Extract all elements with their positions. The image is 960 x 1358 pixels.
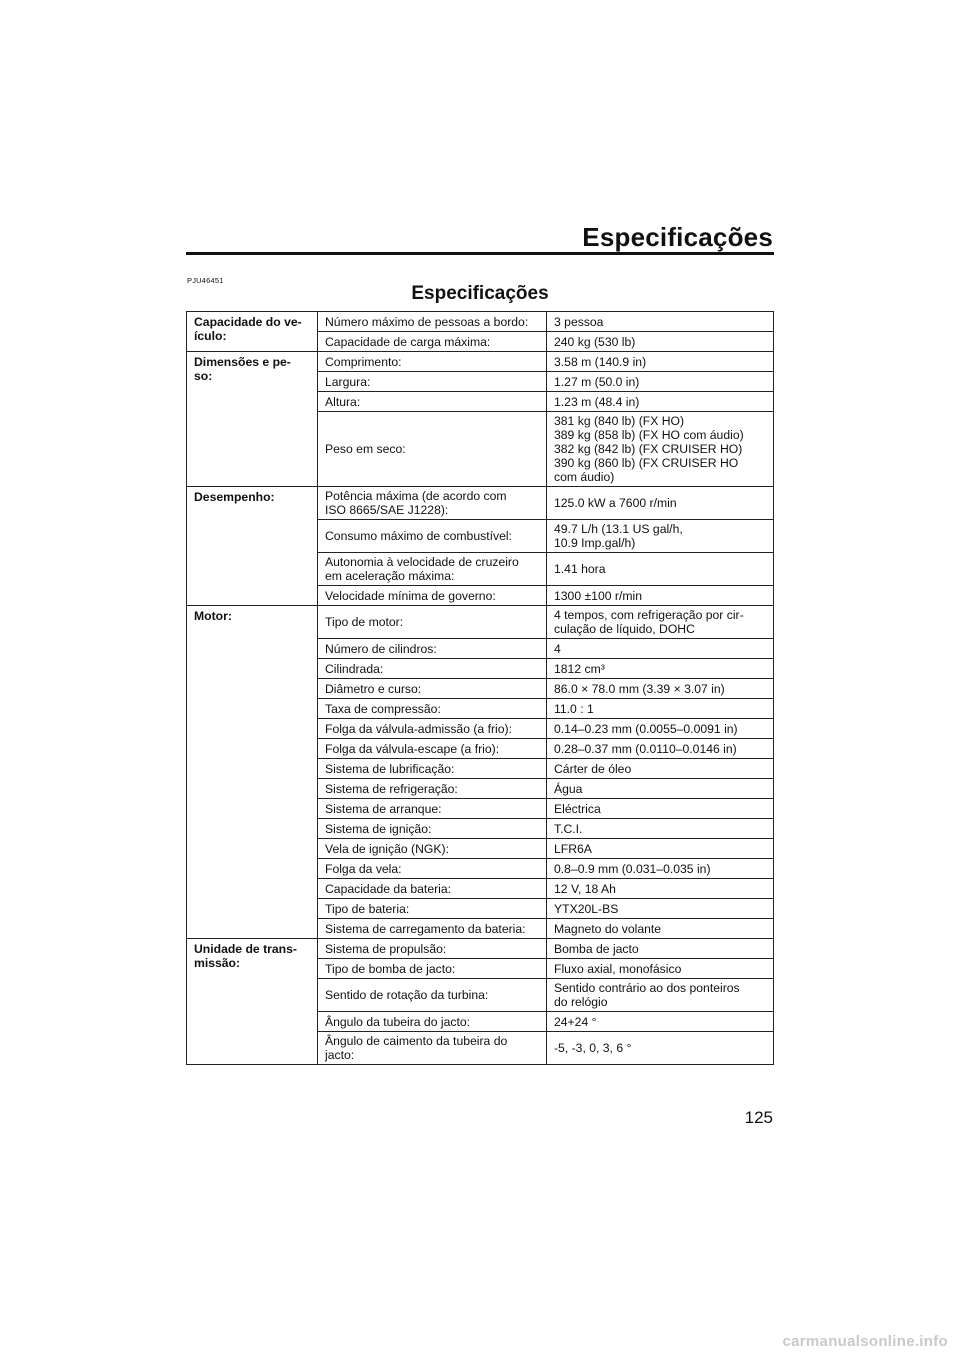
spec-value: T.C.I.: [547, 819, 774, 839]
spec-value: 3.58 m (140.9 in): [547, 352, 774, 372]
spec-value: 49.7 L/h (13.1 US gal/h, 10.9 Imp.gal/h): [547, 520, 774, 553]
spec-item: Folga da válvula-escape (a frio):: [318, 739, 547, 759]
spec-item: Velocidade mínima de governo:: [318, 586, 547, 606]
spec-value: Sentido contrário ao dos ponteiros do relógio: [547, 979, 774, 1012]
specifications-table: [186, 311, 774, 1065]
spec-item: Tipo de bomba de jacto:: [318, 959, 547, 979]
spec-value: YTX20L-BS: [547, 899, 774, 919]
spec-category: Desempenho:: [187, 487, 318, 606]
spec-value: 3 pessoa: [547, 312, 774, 332]
spec-item: Sistema de arranque:: [318, 799, 547, 819]
spec-item: Sistema de ignição:: [318, 819, 547, 839]
spec-item: Vela de ignição (NGK):: [318, 839, 547, 859]
spec-item: Ângulo de caimento da tubeira do jacto:: [318, 1032, 547, 1065]
spec-item: Taxa de compressão:: [318, 699, 547, 719]
spec-category: Motor:: [187, 606, 318, 939]
spec-value: Magneto do volante: [547, 919, 774, 939]
spec-value: 0.8–0.9 mm (0.031–0.035 in): [547, 859, 774, 879]
spec-item: Altura:: [318, 392, 547, 412]
spec-category: Capacidade do ve- ículo:: [187, 312, 318, 352]
spec-value: 125.0 kW a 7600 r/min: [547, 487, 774, 520]
spec-item: Folga da válvula-admissão (a frio):: [318, 719, 547, 739]
page-number: 125: [744, 1108, 773, 1127]
spec-value: Eléctrica: [547, 799, 774, 819]
spec-value: -5, -3, 0, 3, 6 °: [547, 1032, 774, 1065]
spec-value: 11.0 : 1: [547, 699, 774, 719]
spec-item: Tipo de bateria:: [318, 899, 547, 919]
spec-value: 0.14–0.23 mm (0.0055–0.0091 in): [547, 719, 774, 739]
spec-value: 12 V, 18 Ah: [547, 879, 774, 899]
spec-item: Comprimento:: [318, 352, 547, 372]
spec-item: Largura:: [318, 372, 547, 392]
spec-item: Potência máxima (de acordo com ISO 8665/SAE J1228):: [318, 487, 547, 520]
spec-value: 1.27 m (50.0 in): [547, 372, 774, 392]
spec-item: Diâmetro e curso:: [318, 679, 547, 699]
spec-item: Capacidade de carga máxima:: [318, 332, 547, 352]
spec-item: Capacidade da bateria:: [318, 879, 547, 899]
spec-item: Sistema de propulsão:: [318, 939, 547, 959]
spec-category: Dimensões e pe- so:: [187, 352, 318, 487]
spec-row: [187, 487, 774, 520]
spec-item: Folga da vela:: [318, 859, 547, 879]
spec-value: 24+24 °: [547, 1012, 774, 1032]
spec-value: 4 tempos, com refrigeração por cir- culação de líquido, DOHC: [547, 606, 774, 639]
spec-value: 1812 cm³: [547, 659, 774, 679]
spec-item: Número de cilindros:: [318, 639, 547, 659]
spec-item: Sistema de lubrificação:: [318, 759, 547, 779]
spec-value: LFR6A: [547, 839, 774, 859]
spec-value: 0.28–0.37 mm (0.0110–0.0146 in): [547, 739, 774, 759]
watermark: carmanualsonline.info: [782, 1333, 948, 1350]
spec-item: Ângulo da tubeira do jacto:: [318, 1012, 547, 1032]
spec-value: 4: [547, 639, 774, 659]
spec-value: 86.0 × 78.0 mm (3.39 × 3.07 in): [547, 679, 774, 699]
spec-value: 240 kg (530 lb): [547, 332, 774, 352]
spec-item: Tipo de motor:: [318, 606, 547, 639]
section-title: Especificações: [411, 283, 549, 304]
spec-row: [187, 939, 774, 959]
spec-row: [187, 606, 774, 639]
document-code: PJU46451: [187, 276, 224, 285]
spec-value: Água: [547, 779, 774, 799]
spec-item: Autonomia à velocidade de cruzeiro em aceleração máxima:: [318, 553, 547, 586]
spec-item: Cilindrada:: [318, 659, 547, 679]
spec-value: Cárter de óleo: [547, 759, 774, 779]
spec-value: 1300 ±100 r/min: [547, 586, 774, 606]
spec-row: [187, 352, 774, 372]
spec-value: Fluxo axial, monofásico: [547, 959, 774, 979]
spec-value: 381 kg (840 lb) (FX HO) 389 kg (858 lb) (FX HO com áudio) 382 kg (842 lb) (FX CRUISER HO) 390 kg (860 lb) (FX CRUISER HO com áudio): [547, 412, 774, 487]
page-header-title: Especificações: [582, 222, 773, 252]
spec-item: Sistema de refrigeração:: [318, 779, 547, 799]
spec-category: Unidade de trans- missão:: [187, 939, 318, 1065]
spec-item: Peso em seco:: [318, 412, 547, 487]
spec-row: [187, 312, 774, 332]
spec-value: 1.41 hora: [547, 553, 774, 586]
spec-value: 1.23 m (48.4 in): [547, 392, 774, 412]
header-rule: [186, 252, 774, 255]
spec-item: Sentido de rotação da turbina:: [318, 979, 547, 1012]
spec-item: Número máximo de pessoas a bordo:: [318, 312, 547, 332]
spec-item: Consumo máximo de combustível:: [318, 520, 547, 553]
spec-value: Bomba de jacto: [547, 939, 774, 959]
spec-item: Sistema de carregamento da bateria:: [318, 919, 547, 939]
